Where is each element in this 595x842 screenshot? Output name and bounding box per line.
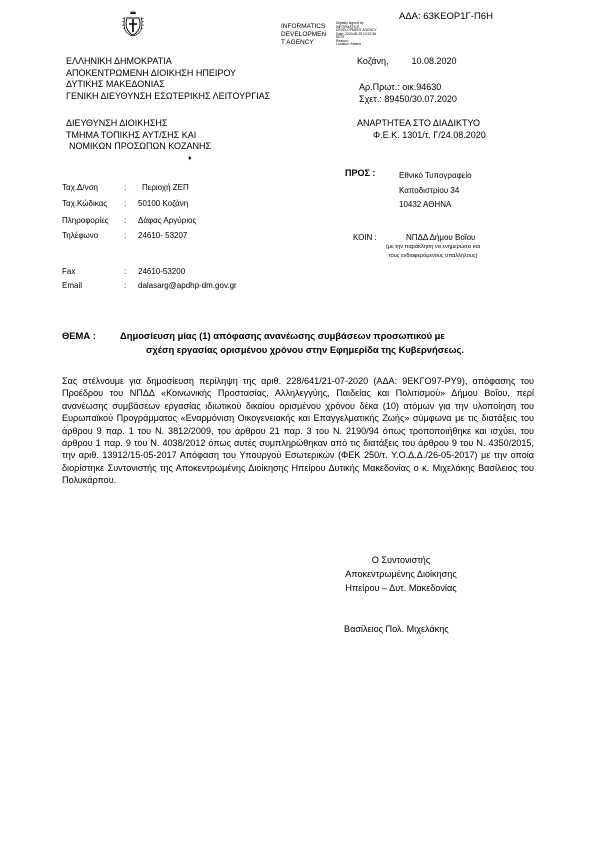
department-line: ΔΙΕΥΘΥΝΣΗ ΔΙΟΙΚΗΣΗΣ — [66, 118, 168, 128]
recipient-line: Καποδιστρίου 34 — [399, 185, 460, 195]
contact-row-email: Email : dalasarg@apdhp-dm.gov.gr — [62, 281, 237, 290]
koin-note: (με την παράκληση να ενημερώσει και τους ενδιαφερόμενους υπαλλήλους) — [385, 244, 481, 259]
signatory-name: Βασίλειος Πολ. Μιχελάκης — [344, 624, 449, 634]
sender-line: ΔΥΤΙΚΗΣ ΜΑΚΕΔΟΝΙΑΣ — [66, 79, 165, 89]
place-date: Κοζάνη, 10.08.2020 — [357, 56, 457, 66]
contact-row-address: Ταχ.Δ/νση : Περιοχή ΖΕΠ — [62, 183, 189, 192]
ada-code: ΑΔΑ: 63ΚΕΟΡ1Γ-Π6Η — [399, 11, 493, 22]
sender-block — [66, 56, 270, 102]
sender-line: ΕΛΛΗΝΙΚΗ ΔΗΜΟΚΡΑΤΙΑ — [66, 56, 172, 66]
subject-line: σχέση εργασίας ορισμένου χρόνου στην Εφημερίδα της Κυβερνήσεως. — [146, 344, 464, 355]
signature-line: Ο Συντονιστής — [371, 555, 431, 565]
recipient-line: Εθνικό Τυπογραφείο — [399, 171, 472, 180]
signature-line: Αποκεντρωμένης Διοίκησης — [345, 569, 457, 579]
signature-line: Ηπείρου – Δυτ. Μακεδονίας — [345, 583, 457, 593]
document-date: 10.08.2020 — [411, 56, 457, 66]
recipient-line: 10432 ΑΘΗΝΑ — [399, 200, 452, 209]
signature-details: Digitally signed by INFORMATICS DEVELOPMENT AGENCY Date: 2020.08.25 12:22:36 EEST Reason: Location: Athens — [336, 21, 377, 47]
contact-row-fax: Fax : 24610-53200 — [62, 267, 186, 276]
signer-name: INFORMATICS DEVELOPMEN T AGENCY — [281, 23, 327, 46]
department-line: ΤΜΗΜΑ ΤΟΠΙΚΗΣ ΑΥΤ/ΣΗΣ ΚΑΙ — [66, 129, 197, 140]
body-paragraph: Σας στέλνουμε για δημοσίευση περίληψη της αριθ. 228/641/21-07-2020 (ΑΔΑ: 9ΕΚΓΟ97-ΡΥ9), απόφασης του Προέδρου του ΝΠΔΔ «Κοινωνικής Προστασίας, Αλληλεγγύης, Παιδείας και Πολιτισμού» Δήμου Βοΐου, περί ανανέωσης συμβάσεων εργασίας ιδιωτικού δικαίου ορισμένου χρόνου δέκα (10) ατόμων για την υλοποίηση του Ευρωπαϊκού Προγράμματος «Εναρμόνιση Οικογενειακής και Επαγγελματικής Ζωής» σύμφωνα με τις διατάξεις του άρθρου 9 παρ. 1 του Ν. 3812/2009, του άρθρου 21 παρ. 3 του Ν. 2190/94 όπως τροποποιήθηκε και ισχύει, του άρθρου 1 παρ. 9 του Ν. 4038/2012 όπως αυτές συμπληρώθηκαν από τις διατάξεις του άρθρου 9 του Ν. 4350/2015, την αριθ. 13912/15-05-2017 Απόφαση του Υπουργού Εσωτερικών (ΦΕΚ 250/τ. Υ.Ο.Δ.Δ./26-05-2017) με την οποία διορίστηκε Συντονιστής της Αποκεντρωμένης Διοίκησης Ηπείρου Δυτικής Μακεδονίας ο κ. Μιχελάκης Βασίλειος του Πολυκάρπου. — [62, 376, 534, 486]
post-online-notice: ΑΝΑΡΤΗΤΕΑ ΣΤΟ ΔΙΑΔΙΚΤΥΟ — [357, 118, 480, 128]
contact-row-phone: Τηλέφωνο : 24610- 53207 — [62, 231, 188, 240]
fek-reference: Φ.Ε.Κ. 1301/τ. Γ/24.08.2020 — [373, 130, 486, 140]
sender-line: ΓΕΝΙΚΗ ΔΙΕΥΘΥΝΣΗ ΕΣΩΤΕΡΙΚΗΣ ΛΕΙΤΟΥΡΓΙΑΣ — [66, 90, 271, 101]
koin-label: ΚΟΙΝ : — [353, 233, 377, 242]
sender-line: ΑΠΟΚΕΝΤΡΩΜΕΝΗ ΔΙΟΙΚΗΣΗ ΗΠΕΙΡΟΥ — [66, 67, 237, 78]
recipient-block — [399, 169, 472, 213]
department-block — [66, 118, 211, 153]
contact-row-postcode: Ταχ.Κώδικας : 50100 Κοζάνη — [62, 199, 189, 208]
diamond-bullet: ♦ — [188, 155, 192, 162]
protocol-number: Αρ.Πρωτ.: οικ.94630 — [359, 82, 442, 92]
to-label: ΠΡΟΣ : — [345, 168, 376, 178]
koin-value: ΝΠΔΔ Δήμου Βοΐου — [406, 233, 476, 242]
department-line: ΝΟΜΙΚΩΝ ΠΡΟΣΩΠΩΝ ΚΟΖΑΝΗΣ — [69, 141, 212, 151]
related-reference: Σχετ.: 89450/30.07.2020 — [359, 94, 457, 104]
contact-row-info: Πληροφορίες : Δάφας Αργύριος — [62, 216, 197, 225]
subject-block — [62, 329, 536, 357]
greek-emblem-icon — [121, 10, 145, 36]
signature-block — [330, 553, 472, 595]
subject-label: ΘΕΜΑ : — [62, 330, 96, 341]
subject-line: Δημοσίευση μίας (1) απόφασης ανανέωσης συμβάσεων προσωπικού με — [120, 330, 445, 341]
